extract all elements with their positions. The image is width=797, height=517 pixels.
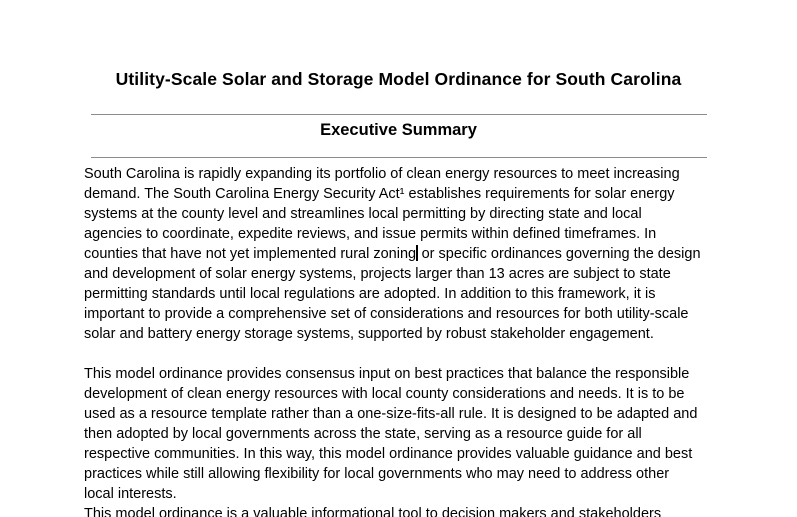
text-before-cursor: counties that have not yet implemented rural zoning [84,246,417,262]
text-line[interactable]: development of clean energy resources with local county considerations and needs. It is to be [84,386,685,402]
text-line[interactable]: then adopted by local governments across the state, serving as a resource guide for all [84,426,642,442]
paragraph-2[interactable] [84,364,744,504]
paragraph-3-clipped[interactable] [84,504,744,517]
text-line[interactable]: important to provide a comprehensive set of considerations and resources for both utility-scale [84,306,689,322]
text-line[interactable]: and development of solar energy systems, projects larger than 13 acres are subject to state [84,266,671,282]
divider-rule-top [91,114,707,115]
divider-rule-bottom [91,157,707,158]
text-line[interactable]: respective communities. In this way, this model ordinance provides valuable guidance and best [84,446,693,462]
text-line[interactable]: used as a resource template rather than a one-size-fits-all rule. It is designed to be adapted and [84,406,698,422]
document-title[interactable]: Utility-Scale Solar and Storage Model Ordinance for South Carolina [115,69,682,89]
text-line[interactable]: South Carolina is rapidly expanding its portfolio of clean energy resources to meet increasing [84,166,680,182]
paragraph-1[interactable] [84,164,744,344]
text-line[interactable]: systems at the county level and streamlines local permitting by directing state and local [84,206,642,222]
text-after-cursor: or specific ordinances governing the design [417,246,701,262]
text-line[interactable]: demand. The South Carolina Energy Security Act¹ establishes requirements for solar energy [84,186,675,202]
text-line[interactable]: local interests. [84,486,177,502]
text-line[interactable]: practices while still allowing flexibility for local governments who may need to address other [84,466,670,482]
section-heading-executive-summary[interactable]: Executive Summary [320,121,477,139]
text-line[interactable]: agencies to coordinate, expedite reviews, and issue permits within defined timeframes. In [84,226,657,242]
text-line-partial[interactable]: This model ordinance is a valuable informational tool to decision makers and stakeholders [84,506,662,517]
text-line[interactable]: This model ordinance provides consensus input on best practices that balance the responsible [84,366,690,382]
text-line-with-cursor[interactable] [84,244,744,264]
text-line[interactable]: solar and battery energy storage systems, supported by robust stakeholder engagement. [84,326,654,342]
text-line[interactable]: permitting standards until local regulations are adopted. In addition to this framework, it is [84,286,656,302]
